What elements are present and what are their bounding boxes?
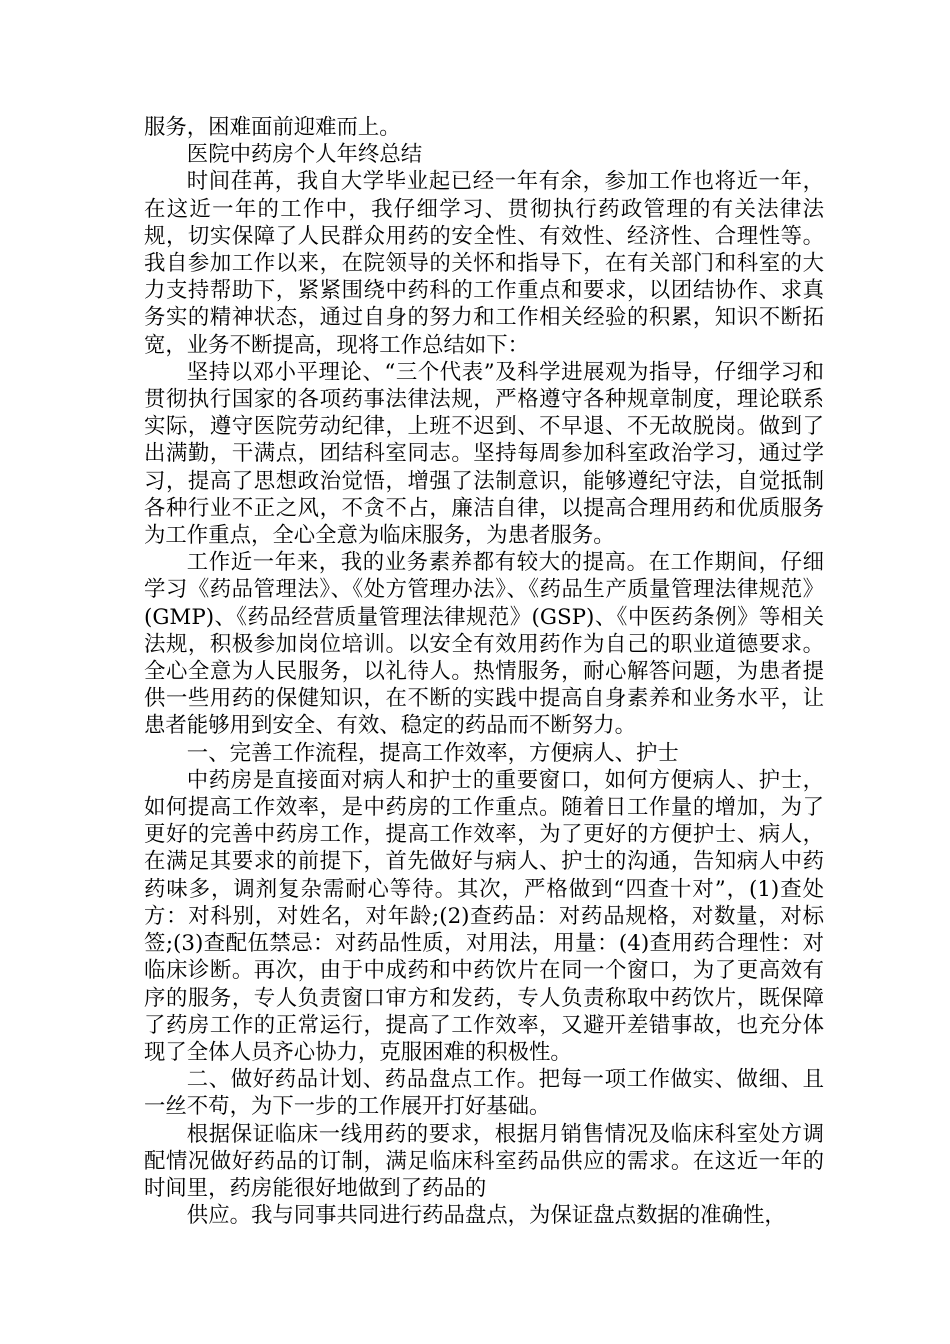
paragraph-continuation: 服务，困难面前迎难而上。 — [144, 115, 401, 140]
paragraph-inventory: 供应。我与同事共同进行药品盘点，为保证盘点数据的准确性， — [186, 1203, 786, 1229]
section-heading-2: 二、做好药品计划、药品盘点工作。把每一项工作做实、做细、且一丝不苟，为下一步的工作展开打好基础。 — [144, 1067, 824, 1120]
paragraph-professional-growth: 工作近一年来，我的业务素养都有较大的提高。在工作期间，仔细学习《药品管理法》、《处方管理办法》、《药品生产质量管理法律规范》(GMP)、《药品经营质量管理法律规范》(GSP)、《中医药条例》等相关法规，积极参加岗位培训。以安全有效用药作为自己的职业道德要求。全心全意为人民服务，以礼待人。热情服务，耐心解答问题，为患者提供一些用药的保健知识，在不断的实践中提高自身素养和业务水平，让患者能够用到安全、有效、稳定的药品而不断努力。 — [144, 550, 824, 739]
paragraph-workflow: 中药房是直接面对病人和护士的重要窗口，如何方便病人、护士，如何提高工作效率，是中药房的工作重点。随着日工作量的增加，为了更好的完善中药房工作，提高工作效率，为了更好的方便护士、病人，在满足其要求的前提下，首先做好与病人、护士的沟通，告知病人中药药味多，调剂复杂需耐心等待。其次，严格做到“四查十对”，(1)查处方：对科别，对姓名，对年龄;(2)查药品：对药品规格，对数量，对标签;(3)查配伍禁忌：对药品性质，对用法，用量：(4)查用药合理性：对临床诊断。再次，由于中成药和中药饮片在同一个窗口，为了更高效有序的服务，专人负责窗口审方和发药，专人负责称取中药饮片，既保障了药房工作的正常运行，提高了工作效率，又避开差错事故，也充分体现了全体人员齐心协力，克服困难的积极性。 — [144, 767, 824, 1065]
document-title: 医院中药房个人年终总结 — [186, 142, 423, 168]
section-heading-1: 一、完善工作流程，提高工作效率，方便病人、护士 — [186, 740, 679, 766]
paragraph-drug-ordering: 根据保证临床一线用药的要求，根据月销售情况及临床科室处方调配情况做好药品的订制，满足临床科室药品供应的需求。在这近一年的时间里，药房能很好地做到了药品的 — [144, 1121, 824, 1201]
document-page — [144, 114, 824, 1229]
paragraph-political-study: 坚持以邓小平理论、“三个代表”及科学进展观为指导，仔细学习和贯彻执行国家的各项药事法律法规，严格遵守各种规章制度，理论联系实际，遵守医院劳动纪律，上班不迟到、不早退、不无故脱岗。做到了出满勤，干满点，团结科室同志。坚持每周参加科室政治学习，通过学习，提高了思想政治觉悟，增强了法制意识，能够遵纪守法，自觉抵制各种行业不正之风，不贪不占，廉洁自律，以提高合理用药和优质服务为工作重点，全心全意为临床服务，为患者服务。 — [144, 359, 824, 549]
paragraph-intro: 时间荏苒，我自大学毕业起已经一年有余，参加工作也将近一年，在这近一年的工作中，我仔细学习、贯彻执行药政管理的有关法律法规，切实保障了人民群众用药的安全性、有效性、经济性、合理性等。我自参加工作以来，在院领导的关怀和指导下，在有关部门和科室的大力支持帮助下，紧紧围绕中药科的工作重点和要求，以团结协作、求真务实的精神状态，通过自身的努力和工作相关经验的积累，知识不断拓宽，业务不断提高，现将工作总结如下： — [144, 169, 824, 358]
